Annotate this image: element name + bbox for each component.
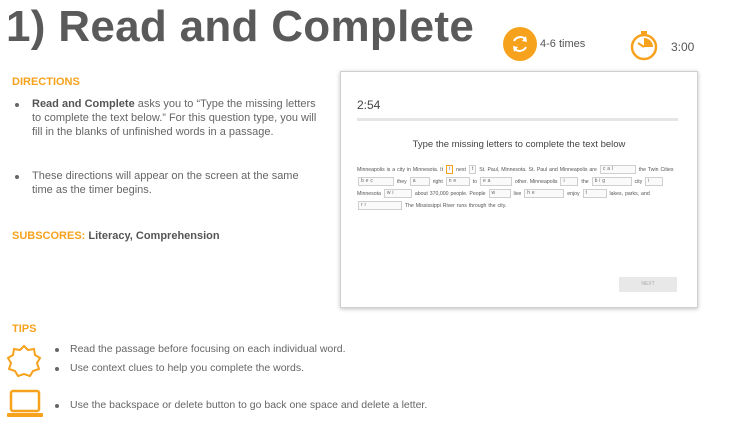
passage-blank[interactable]: i — [645, 177, 663, 186]
passage-blank[interactable]: w i — [384, 189, 412, 198]
passage-text: Minnesota — [357, 191, 381, 197]
laptop-icon — [6, 388, 44, 425]
passage-blank[interactable]: e a — [480, 177, 512, 186]
passage-text: the Twin Cities — [638, 167, 674, 173]
next-button[interactable]: NEXT — [619, 277, 677, 292]
directions-bullet-1-text: asks you to “Type the missing letters to complete the text below.” For this question type, you will fill in the blanks of unfinished words in a passage. — [32, 98, 317, 138]
tip-2: Use context clues to help you complete the words. — [70, 362, 305, 374]
passage-text: the — [581, 179, 589, 185]
passage-blank[interactable]: r i — [358, 201, 402, 210]
subscores-value: Literacy, Comprehension — [88, 230, 220, 242]
passage-text: live — [513, 191, 522, 197]
passage-blank[interactable]: i — [446, 165, 453, 174]
stopwatch-icon — [628, 29, 660, 66]
bullet-dot — [15, 175, 19, 179]
bullet-dot — [15, 103, 19, 107]
directions-bullet-1-bold: Read and Complete — [32, 98, 135, 110]
refresh-icon — [503, 27, 537, 61]
passage-text: Minneapolis is a city in Minnesota. It — [357, 167, 444, 173]
passage-text: city — [634, 179, 643, 185]
bullet-dot — [55, 404, 59, 408]
passage-text: right — [432, 179, 443, 185]
bullet-dot — [55, 348, 59, 352]
preview-timer: 2:54 — [357, 98, 381, 112]
passage-text: about 370,000 people. People — [414, 191, 486, 197]
passage-blank[interactable]: a — [410, 177, 430, 186]
passage-text: St. Paul, Minnesota. St. Paul and Minneapolis are — [479, 167, 597, 173]
preview-passage — [357, 164, 679, 212]
passage-text: next — [456, 167, 466, 173]
passage-blank[interactable]: i — [560, 177, 578, 186]
directions-bullet-2: These directions will appear on the screen at the same time as the timer begins. — [32, 170, 299, 196]
passage-blank[interactable]: b i g — [592, 177, 632, 186]
directions-bullet-1 — [32, 97, 320, 139]
preview-instruction: Type the missing letters to complete the text below — [412, 139, 626, 150]
passage-text: they — [396, 179, 407, 185]
passage-text: other. Minneapolis — [514, 179, 558, 185]
passage-blank[interactable]: t — [469, 165, 476, 174]
bullet-dot — [55, 367, 59, 371]
passage-blank[interactable]: h e — [524, 189, 564, 198]
passage-blank[interactable]: b e c — [358, 177, 394, 186]
tip-3: Use the backspace or delete button to go back one space and delete a letter. — [70, 399, 428, 411]
question-preview — [340, 71, 698, 308]
passage-blank[interactable]: c a l — [600, 165, 636, 174]
passage-blank[interactable]: n e — [446, 177, 470, 186]
attempts-text: 4-6 times — [540, 38, 586, 50]
directions-heading: DIRECTIONS — [12, 76, 80, 88]
preview-progress-bar — [357, 118, 678, 121]
passage-text: to — [472, 179, 477, 185]
tip-1: Read the passage before focusing on each individual word. — [70, 343, 346, 355]
tips-heading: TIPS — [12, 323, 37, 335]
page-title: 1) Read and Complete — [6, 2, 475, 51]
passage-text: The Mississippi River runs through the city. — [404, 203, 507, 209]
subscores-label: SUBSCORES: — [12, 230, 86, 242]
passage-text: enjoy — [567, 191, 580, 197]
passage-text: lakes, parks, and — [609, 191, 650, 197]
subscores — [12, 230, 220, 242]
burst-icon — [6, 343, 42, 384]
passage-blank[interactable]: w — [489, 189, 511, 198]
time-limit-text: 3:00 — [671, 40, 695, 54]
passage-blank[interactable]: t — [583, 189, 607, 198]
